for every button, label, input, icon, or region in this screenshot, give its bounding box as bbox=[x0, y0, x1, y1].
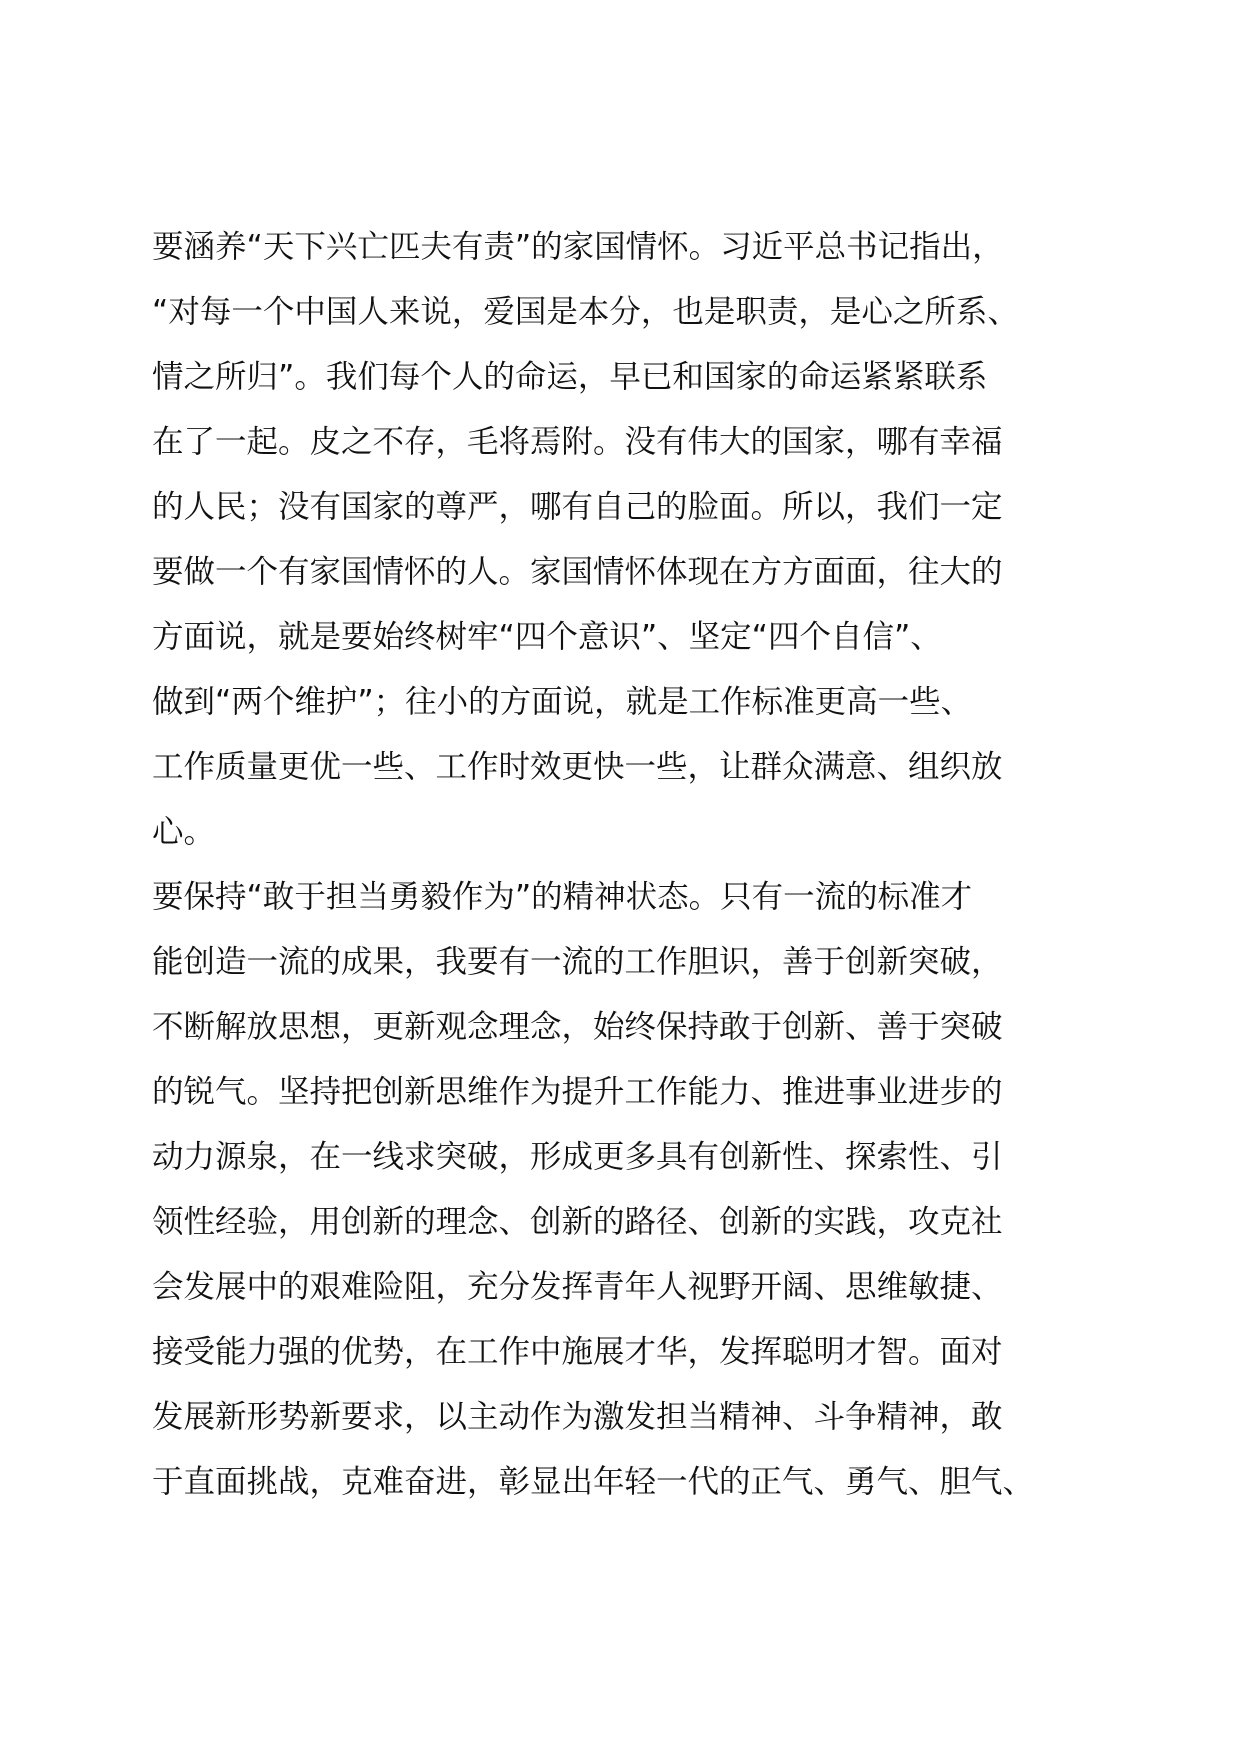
text-line: 要涵养“天下兴亡匹夫有责”的家国情怀。习近平总书记指出， bbox=[152, 229, 1004, 265]
text-line: 心。 bbox=[152, 814, 216, 850]
text-line: 于直面挑战，克难奋进，彰显出年轻一代的正气、勇气、胆气、 bbox=[152, 1464, 1035, 1500]
text-line: 在了一起。皮之不存，毛将焉附。没有伟大的国家，哪有幸福 bbox=[152, 424, 1003, 460]
text-line: 的锐气。坚持把创新思维作为提升工作能力、推进事业进步的 bbox=[152, 1074, 1003, 1110]
text-line: 动力源泉，在一线求突破，形成更多具有创新性、探索性、引 bbox=[152, 1139, 1003, 1175]
text-line: 会发展中的艰难险阻，充分发挥青年人视野开阔、思维敏捷、 bbox=[152, 1269, 1003, 1305]
text-line: 的人民；没有国家的尊严，哪有自己的脸面。所以，我们一定 bbox=[152, 489, 1003, 525]
text-line: “对每一个中国人来说，爱国是本分，也是职责，是心之所系、 bbox=[152, 294, 1019, 330]
text-line: 领性经验，用创新的理念、创新的路径、创新的实践，攻克社 bbox=[152, 1204, 1003, 1240]
text-line: 方面说，就是要始终树牢“四个意识”、坚定“四个自信”、 bbox=[152, 619, 942, 655]
text-line: 发展新形势新要求，以主动作为激发担当精神、斗争精神，敢 bbox=[152, 1399, 1003, 1435]
text-line: 工作质量更优一些、工作时效更快一些，让群众满意、组织放 bbox=[152, 749, 1003, 785]
text-line: 接受能力强的优势，在工作中施展才华，发挥聪明才智。面对 bbox=[152, 1334, 1003, 1370]
text-line: 要做一个有家国情怀的人。家国情怀体现在方方面面，往大的 bbox=[152, 554, 1003, 590]
text-line: 能创造一流的成果，我要有一流的工作胆识，善于创新突破， bbox=[152, 944, 1003, 980]
text-line: 情之所归”。我们每个人的命运，早已和国家的命运紧紧联系 bbox=[152, 359, 988, 395]
text-line: 做到“两个维护”；往小的方面说，就是工作标准更高一些、 bbox=[152, 684, 973, 720]
document-body bbox=[152, 215, 1092, 1515]
text-line: 不断解放思想，更新观念理念，始终保持敢于创新、善于突破 bbox=[152, 1009, 1003, 1045]
text-line: 要保持“敢于担当勇毅作为”的精神状态。只有一流的标准才 bbox=[152, 879, 973, 915]
